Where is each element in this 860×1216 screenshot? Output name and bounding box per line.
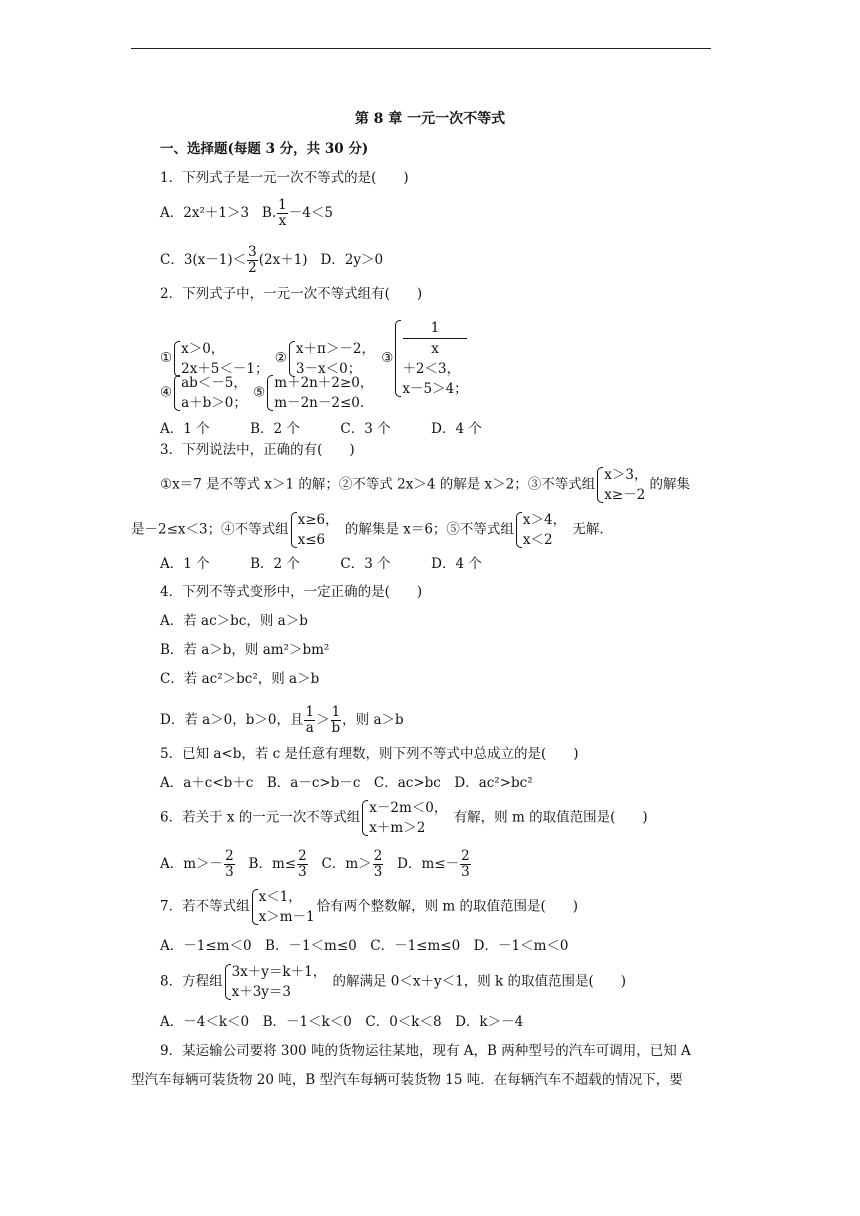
q4-option-c: C．若 ac²＞bc²，则 a＞b [160,671,320,687]
q1-stem: 1．下列式子是一元一次不等式的是( ) [160,170,409,186]
q9-line1: 9．某运输公司要将 300 吨的货物运往某地，现有 A，B 两种型号的汽车可调用，已知 A [160,1043,691,1059]
q2-systems-row1: ① x＞0， 2x＋5＜－1； ② x＋π＞－2， 3－x＜0； ③ 1 x ＋2＜3， x－5＞4； [160,320,468,397]
q6-options: A．m＞－ $\frac{2}{3}$ B．m≤ $\frac{2}{3}$ C．m＞ $\frac{2}{3}$ D．m≤－ $\frac{2}{3}$ [160,848,470,880]
q6-stem: 6．若关于 x 的一元一次不等式组 x－2m＜0， x＋m＞2 有解，则 m 的取值范围是( ) [160,800,648,836]
q2-systems-row2: ④ ab＜－5， a＋b＞0； ⑤ m＋2n＋2≥0， m－2n－2≤0. [160,375,374,411]
q3-line1: ①x＝7 是不等式 x＞1 的解；②不等式 2x＞4 的解是 x＞2；③不等式组 x＞3， x≥－2 的解集 [160,467,690,503]
section-heading: 一、选择题(每题 3 分，共 30 分) [160,141,369,157]
header-rule [131,48,711,49]
q7-options: A．－1≤m＜0 B．－1＜m≤0 C．－1≤m≤0 D．－1＜m＜0 [160,938,569,954]
q4-option-b: B．若 a＞b，则 am²＞bm² [160,642,330,658]
q8-options: A．－4＜k＜0 B．－1＜k＜0 C．0＜k＜8 D．k＞－4 [160,1014,524,1030]
q3-stem: 3．下列说法中，正确的有( ) [160,442,355,458]
q7-stem: 7．若不等式组 x＜1， x＞m－1 恰有两个整数解，则 m 的取值范围是( ) [160,889,579,925]
q4-stem: 4．下列不等式变形中，一定正确的是( ) [160,584,423,600]
q2-stem: 2．下列式子中，一元一次不等式组有( ) [160,286,423,302]
q2-options: A．1 个 B．2 个 C．3 个 D．4 个 [160,421,482,437]
q4-option-d: D．若 a＞0，b＞0，且 $\frac{1}{a}$ ＞ $\frac{1}{b}$ ，则 a＞b [160,704,404,736]
q3-line2: 是－2≤x＜3；④不等式组 x≥6， x≤6 的解集是 x＝6；⑤不等式组 x＞4， x＜2 无解. [131,512,604,548]
q1-options-cd: C．3(x－1)＜ $\frac{3}{2}$ (2x＋1) D．2y＞0 [160,244,384,276]
q4-option-a: A．若 ac＞bc，则 a＞b [160,613,308,629]
chapter-title: 第 8 章 一元一次不等式 [354,111,506,127]
q5-options: A．a＋c<b＋c B．a－c>b－c C．ac>bc D．ac²>bc² [160,775,533,791]
q1-options-ab: A．2x²＋1＞3 B. $\frac{1}{x}$ －4＜5 [160,197,333,229]
q9-line2: 型汽车每辆可装货物 20 吨，B 型汽车每辆可装货物 15 吨．在每辆汽车不超载的情况下，要 [131,1072,683,1088]
q3-options: A．1 个 B．2 个 C．3 个 D．4 个 [160,556,482,572]
q8-stem: 8．方程组 3x＋y＝k＋1， x＋3y＝3 的解满足 0＜x＋y＜1，则 k 的取值范围是( ) [160,964,627,1000]
q5-stem: 5．已知 a<b，若 c 是任意有理数，则下列不等式中总成立的是( ) [160,746,579,762]
